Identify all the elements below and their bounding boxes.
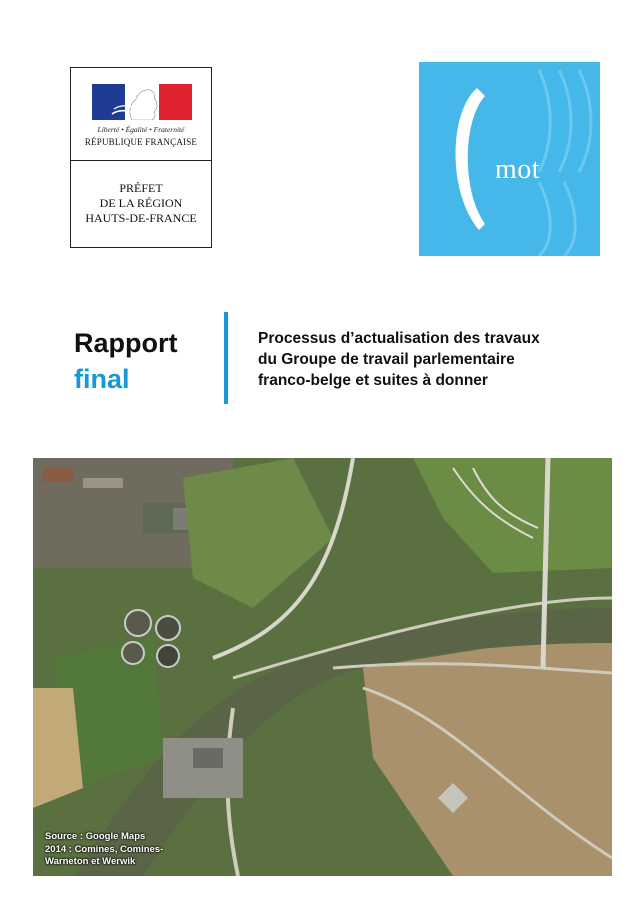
- republic-name: RÉPUBLIQUE FRANÇAISE: [84, 137, 198, 147]
- mot-wordmark: mot: [495, 154, 541, 185]
- marianne-block: [71, 68, 211, 161]
- report-subject: [258, 328, 598, 391]
- caption-line: 2014 : Comines, Comines-: [45, 843, 164, 855]
- aerial-map-illustration: [33, 458, 612, 876]
- marianne-flag-icon: [92, 84, 192, 120]
- mot-logo: [419, 62, 600, 256]
- prefet-line: PRÉFET: [119, 181, 163, 195]
- subject-line: du Groupe de travail parlementaire: [258, 351, 515, 368]
- prefet-line: DE LA RÉGION: [99, 196, 183, 210]
- caption-line: Warneton et Werwik: [45, 856, 136, 867]
- subject-line: Processus d’actualisation des travaux: [258, 330, 540, 347]
- aerial-photo: [33, 458, 612, 876]
- title-divider: [224, 312, 228, 404]
- image-source-caption: [45, 831, 185, 869]
- report-type: [74, 325, 178, 397]
- caption-line: Source : Google Maps: [45, 831, 146, 842]
- report-title-line2: final: [74, 364, 130, 394]
- subject-line: franco-belge et suites à donner: [258, 372, 488, 389]
- prefet-title: [71, 181, 211, 226]
- republic-motto: Liberté • Égalité • Fraternité: [97, 125, 185, 134]
- report-title-line1: Rapport: [74, 328, 178, 358]
- prefet-line: HAUTS-DE-FRANCE: [85, 211, 197, 225]
- prefet-logo: [70, 67, 212, 248]
